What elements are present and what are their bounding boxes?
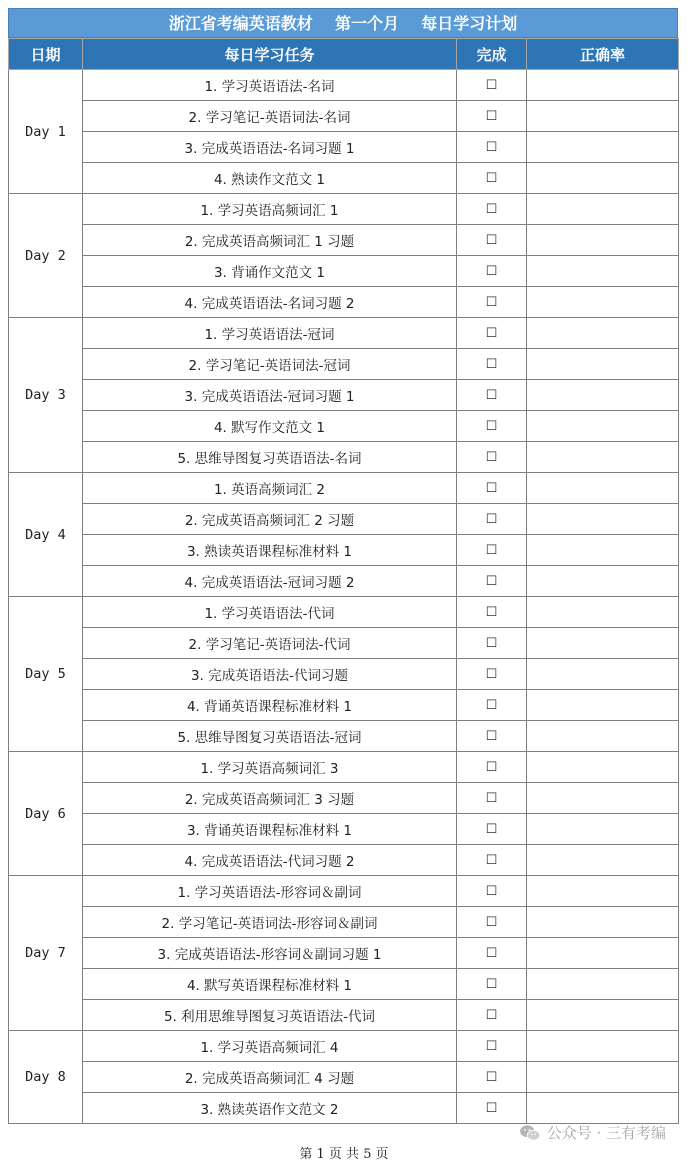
done-checkbox[interactable]: ☐	[485, 140, 498, 155]
done-cell	[457, 442, 527, 473]
done-checkbox[interactable]: ☐	[485, 295, 498, 310]
table-row	[9, 225, 679, 256]
table-row	[9, 287, 679, 318]
table-row	[9, 535, 679, 566]
done-checkbox[interactable]: ☐	[485, 729, 498, 744]
done-cell	[457, 721, 527, 752]
day-label: Day 3	[9, 318, 83, 473]
table-row	[9, 70, 679, 101]
header-date: 日期	[9, 39, 83, 70]
task-cell: 3. 熟读英语课程标准材料 1	[83, 535, 457, 566]
done-checkbox[interactable]: ☐	[485, 574, 498, 589]
accuracy-cell[interactable]	[527, 566, 679, 597]
accuracy-cell[interactable]	[527, 1000, 679, 1031]
accuracy-cell[interactable]	[527, 287, 679, 318]
done-checkbox[interactable]: ☐	[485, 171, 498, 186]
task-cell: 1. 学习英语语法-形容词＆副词	[83, 876, 457, 907]
done-checkbox[interactable]: ☐	[485, 698, 498, 713]
task-cell: 4. 默写作文范文 1	[83, 411, 457, 442]
done-checkbox[interactable]: ☐	[485, 450, 498, 465]
task-cell: 2. 学习笔记-英语词法-名词	[83, 101, 457, 132]
accuracy-cell[interactable]	[527, 597, 679, 628]
done-checkbox[interactable]: ☐	[485, 1101, 498, 1116]
done-checkbox[interactable]: ☐	[485, 543, 498, 558]
accuracy-cell[interactable]	[527, 721, 679, 752]
table-row	[9, 969, 679, 1000]
accuracy-cell[interactable]	[527, 163, 679, 194]
plan-body	[9, 70, 679, 1124]
table-row	[9, 845, 679, 876]
table-row	[9, 411, 679, 442]
day-label: Day 6	[9, 752, 83, 876]
accuracy-cell[interactable]	[527, 1062, 679, 1093]
table-row	[9, 721, 679, 752]
done-checkbox[interactable]: ☐	[485, 636, 498, 651]
task-cell: 3. 熟读英语作文范文 2	[83, 1093, 457, 1124]
done-cell	[457, 876, 527, 907]
watermark	[519, 1122, 666, 1143]
done-checkbox[interactable]: ☐	[485, 78, 498, 93]
accuracy-cell[interactable]	[527, 442, 679, 473]
table-row	[9, 628, 679, 659]
done-cell	[457, 1031, 527, 1062]
done-cell	[457, 349, 527, 380]
page-title: 浙江省考编英语教材 第一个月 每日学习计划	[8, 8, 678, 38]
task-cell: 2. 完成英语高频词汇 3 习题	[83, 783, 457, 814]
accuracy-cell[interactable]	[527, 783, 679, 814]
task-cell: 4. 完成英语语法-代词习题 2	[83, 845, 457, 876]
done-checkbox[interactable]: ☐	[485, 357, 498, 372]
done-checkbox[interactable]: ☐	[485, 760, 498, 775]
table-row	[9, 163, 679, 194]
task-cell: 1. 学习英语语法-名词	[83, 70, 457, 101]
accuracy-cell[interactable]	[527, 70, 679, 101]
accuracy-cell[interactable]	[527, 411, 679, 442]
task-cell: 1. 英语高频词汇 2	[83, 473, 457, 504]
task-cell: 3. 完成英语语法-冠词习题 1	[83, 380, 457, 411]
plan-table	[8, 38, 679, 1124]
day-label: Day 4	[9, 473, 83, 597]
accuracy-cell[interactable]	[527, 659, 679, 690]
done-checkbox[interactable]: ☐	[485, 109, 498, 124]
task-cell: 5. 思维导图复习英语语法-名词	[83, 442, 457, 473]
task-cell: 3. 完成英语语法-名词习题 1	[83, 132, 457, 163]
day-label: Day 5	[9, 597, 83, 752]
done-checkbox[interactable]: ☐	[485, 419, 498, 434]
accuracy-cell[interactable]	[527, 814, 679, 845]
table-row	[9, 504, 679, 535]
done-checkbox[interactable]: ☐	[485, 481, 498, 496]
task-cell: 2. 完成英语高频词汇 4 习题	[83, 1062, 457, 1093]
done-cell	[457, 783, 527, 814]
day-label: Day 2	[9, 194, 83, 318]
done-cell	[457, 1062, 527, 1093]
done-cell	[457, 1000, 527, 1031]
study-plan-sheet	[8, 8, 678, 1124]
done-cell	[457, 70, 527, 101]
done-checkbox[interactable]: ☐	[485, 946, 498, 961]
accuracy-cell[interactable]	[527, 876, 679, 907]
done-cell	[457, 101, 527, 132]
done-checkbox[interactable]: ☐	[485, 233, 498, 248]
task-cell: 1. 学习英语高频词汇 4	[83, 1031, 457, 1062]
done-checkbox[interactable]: ☐	[485, 667, 498, 682]
task-cell: 4. 默写英语课程标准材料 1	[83, 969, 457, 1000]
table-row	[9, 907, 679, 938]
done-cell	[457, 256, 527, 287]
table-row	[9, 876, 679, 907]
done-checkbox[interactable]: ☐	[485, 853, 498, 868]
table-row	[9, 566, 679, 597]
table-row	[9, 1062, 679, 1093]
table-row	[9, 1031, 679, 1062]
done-checkbox[interactable]: ☐	[485, 1070, 498, 1085]
done-checkbox[interactable]: ☐	[485, 884, 498, 899]
done-cell	[457, 690, 527, 721]
day-label: Day 8	[9, 1031, 83, 1124]
accuracy-cell[interactable]	[527, 473, 679, 504]
table-row	[9, 659, 679, 690]
done-checkbox[interactable]: ☐	[485, 202, 498, 217]
table-row	[9, 1000, 679, 1031]
done-cell	[457, 132, 527, 163]
accuracy-cell[interactable]	[527, 225, 679, 256]
table-row	[9, 132, 679, 163]
done-cell	[457, 938, 527, 969]
table-row	[9, 597, 679, 628]
table-row	[9, 938, 679, 969]
done-cell	[457, 535, 527, 566]
task-cell: 2. 学习笔记-英语词法-冠词	[83, 349, 457, 380]
wechat-icon	[519, 1124, 541, 1142]
day-label: Day 1	[9, 70, 83, 194]
task-cell: 3. 完成英语语法-代词习题	[83, 659, 457, 690]
accuracy-cell[interactable]	[527, 969, 679, 1000]
done-cell	[457, 504, 527, 535]
watermark-text: 公众号 · 三有考编	[546, 1124, 666, 1142]
table-row	[9, 194, 679, 225]
task-cell: 1. 学习英语高频词汇 1	[83, 194, 457, 225]
task-cell: 4. 熟读作文范文 1	[83, 163, 457, 194]
done-checkbox[interactable]: ☐	[485, 915, 498, 930]
accuracy-cell[interactable]	[527, 845, 679, 876]
accuracy-cell[interactable]	[527, 256, 679, 287]
done-cell	[457, 907, 527, 938]
accuracy-cell[interactable]	[527, 380, 679, 411]
accuracy-cell[interactable]	[527, 938, 679, 969]
table-row	[9, 349, 679, 380]
table-row	[9, 101, 679, 132]
task-cell: 1. 学习英语高频词汇 3	[83, 752, 457, 783]
header-row	[9, 39, 679, 70]
task-cell: 4. 完成英语语法-名词习题 2	[83, 287, 457, 318]
table-row	[9, 256, 679, 287]
done-checkbox[interactable]: ☐	[485, 512, 498, 527]
done-cell	[457, 163, 527, 194]
table-row	[9, 318, 679, 349]
done-cell	[457, 411, 527, 442]
done-checkbox[interactable]: ☐	[485, 977, 498, 992]
table-row	[9, 380, 679, 411]
accuracy-cell[interactable]	[527, 132, 679, 163]
accuracy-cell[interactable]	[527, 101, 679, 132]
accuracy-cell[interactable]	[527, 535, 679, 566]
done-cell	[457, 473, 527, 504]
done-cell	[457, 194, 527, 225]
accuracy-cell[interactable]	[527, 752, 679, 783]
done-cell	[457, 814, 527, 845]
done-cell	[457, 287, 527, 318]
done-cell	[457, 969, 527, 1000]
page-number: 第 1 页 共 5 页	[299, 1147, 389, 1162]
table-row	[9, 473, 679, 504]
task-cell: 3. 完成英语语法-形容词＆副词习题 1	[83, 938, 457, 969]
done-checkbox[interactable]: ☐	[485, 822, 498, 837]
done-cell	[457, 752, 527, 783]
done-checkbox[interactable]: ☐	[485, 1008, 498, 1023]
done-cell	[457, 380, 527, 411]
task-cell: 5. 利用思维导图复习英语语法-代词	[83, 1000, 457, 1031]
header-done: 完成	[457, 39, 527, 70]
done-cell	[457, 597, 527, 628]
task-cell: 1. 学习英语语法-代词	[83, 597, 457, 628]
done-cell	[457, 225, 527, 256]
task-cell: 4. 完成英语语法-冠词习题 2	[83, 566, 457, 597]
done-checkbox[interactable]: ☐	[485, 388, 498, 403]
accuracy-cell[interactable]	[527, 690, 679, 721]
accuracy-cell[interactable]	[527, 194, 679, 225]
accuracy-cell[interactable]	[527, 1031, 679, 1062]
done-checkbox[interactable]: ☐	[485, 791, 498, 806]
table-row	[9, 442, 679, 473]
done-cell	[457, 628, 527, 659]
task-cell: 2. 完成英语高频词汇 2 习题	[83, 504, 457, 535]
task-cell: 5. 思维导图复习英语语法-冠词	[83, 721, 457, 752]
task-cell: 4. 背诵英语课程标准材料 1	[83, 690, 457, 721]
accuracy-cell[interactable]	[527, 628, 679, 659]
done-checkbox[interactable]: ☐	[485, 605, 498, 620]
task-cell: 2. 学习笔记-英语词法-代词	[83, 628, 457, 659]
done-cell	[457, 318, 527, 349]
table-row	[9, 690, 679, 721]
table-row	[9, 752, 679, 783]
done-cell	[457, 845, 527, 876]
task-cell: 3. 背诵作文范文 1	[83, 256, 457, 287]
done-cell	[457, 659, 527, 690]
done-cell	[457, 566, 527, 597]
accuracy-cell[interactable]	[527, 318, 679, 349]
table-row	[9, 783, 679, 814]
task-cell: 2. 完成英语高频词汇 1 习题	[83, 225, 457, 256]
task-cell: 1. 学习英语语法-冠词	[83, 318, 457, 349]
task-cell: 3. 背诵英语课程标准材料 1	[83, 814, 457, 845]
accuracy-cell[interactable]	[527, 907, 679, 938]
done-checkbox[interactable]: ☐	[485, 326, 498, 341]
task-cell: 2. 学习笔记-英语词法-形容词＆副词	[83, 907, 457, 938]
accuracy-cell[interactable]	[527, 504, 679, 535]
done-checkbox[interactable]: ☐	[485, 1039, 498, 1054]
day-label: Day 7	[9, 876, 83, 1031]
done-checkbox[interactable]: ☐	[485, 264, 498, 279]
header-task: 每日学习任务	[83, 39, 457, 70]
header-accuracy: 正确率	[527, 39, 679, 70]
table-row	[9, 814, 679, 845]
accuracy-cell[interactable]	[527, 349, 679, 380]
